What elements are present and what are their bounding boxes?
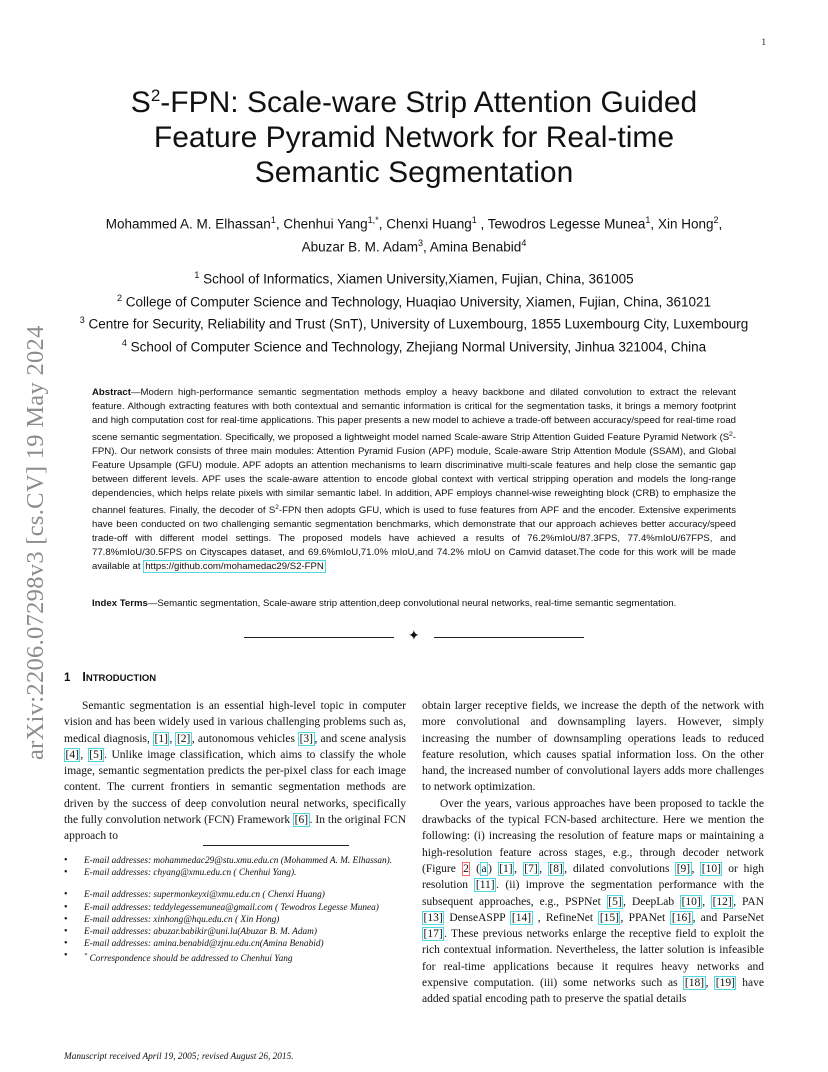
paragraph-text: , xyxy=(169,732,176,745)
paragraph-text: have added spatial encoding path to preserve the spatial details xyxy=(422,977,764,1006)
affiliation-text: School of Computer Science and Technology, Zhejiang Normal University, Jinhua 321004, China xyxy=(126,339,707,354)
body-column-right xyxy=(422,698,764,1008)
paragraph-text: . Unlike image classification, which aims to classify the whole image, semantic segmentation predicts the per-pixel class for each image content. The current frontiers in semantic segmentation methods are driven by the success of deep convolution neural networks, specifically the fully convolution network (FCN) Framework xyxy=(64,748,407,827)
subfigure-reference-link[interactable]: a xyxy=(481,862,487,875)
author-name: Xin Hong xyxy=(657,216,714,232)
affiliation-text: College of Computer Science and Technology, Huaqiao University, Xiamen, Fujian, China, 361021 xyxy=(121,294,712,309)
paragraph-text: ( xyxy=(470,862,480,875)
author-name: Chenxi Huang xyxy=(386,216,472,232)
paragraph-text: , xyxy=(80,748,88,761)
paragraph-text: or high resolution xyxy=(422,862,765,892)
citation-link[interactable]: [5] xyxy=(608,895,622,908)
footnote-item: • E-mail addresses: teddylegessemunea@gmail.com ( Tewodros Legesse Munea) xyxy=(64,902,406,914)
affiliation-number: 2 xyxy=(116,292,122,303)
abstract-text: -FPN). Our network consists of three main modules: Attention Pyramid Fusion (APF) module, Scale-aware Strip Attention Module (SSAM), and Global Feature Upsample (GFU) module. APF adopts an attention mechanisms to learn discriminative multi-scale features and help close the semantic gap between different levels. APF uses the scale-aware attention to encode global context with vertical stripping operation and models the long-range dependencies, which helps relate pixels with similar semantic label. In addition, APF employs channel-wise reweighting block (CRB) to emphasize the channel features. Finally, the decoder of S xyxy=(92,432,736,517)
paragraph-text: , RefineNet xyxy=(532,911,599,924)
paragraph-text: ) xyxy=(488,862,498,875)
citation-link[interactable]: [7] xyxy=(524,862,538,875)
author-separator: , xyxy=(650,216,658,232)
paragraph-text: , autonomous vehicles xyxy=(191,732,299,745)
paragraph-text: , xyxy=(539,862,548,875)
index-terms-dash: — xyxy=(147,598,158,609)
affiliation-item xyxy=(64,311,764,334)
author-affiliation-mark: 2 xyxy=(713,215,719,225)
index-terms-label: Index Terms xyxy=(92,598,148,609)
citation-link[interactable]: [14] xyxy=(511,911,532,924)
paragraph-text: , and scene analysis xyxy=(314,732,407,745)
abstract xyxy=(92,386,736,574)
section-heading-initial: I xyxy=(82,670,86,684)
title-superscript: 2 xyxy=(150,86,161,105)
paragraph-text: , xyxy=(691,862,701,875)
footnote-item: • E-mail addresses: abuzar.babikir@uni.lu(Abuzar B. M. Adam) xyxy=(64,926,406,938)
paragraph-text: Semantic segmentation is an essential high-level topic in computer vision and has been widely used in various challenging problems such as, medical diagnosis, xyxy=(64,700,406,745)
paragraph-text: . (ii) improve the segmentation performance with the subsequent approaches, e.g., PSPNet xyxy=(422,879,765,908)
author-name: Tewodros Legesse Munea xyxy=(487,216,646,232)
footnote-item: • E-mail addresses: chyang@xmu.edu.cn ( Chenhui Yang). xyxy=(64,867,406,879)
manuscript-note: Manuscript received April 19, 2005; revised August 26, 2015. xyxy=(64,1052,294,1062)
paragraph-text: , PPANet xyxy=(620,911,671,924)
citation-link[interactable]: [15] xyxy=(599,911,619,924)
affiliation-item xyxy=(64,289,764,312)
footnote-list xyxy=(64,855,406,966)
citation-link[interactable]: [19] xyxy=(715,977,735,990)
paragraph-text: , DeepLab xyxy=(623,895,681,908)
code-repository-link[interactable]: https://github.com/mohamedac29/S2-FPN xyxy=(145,561,324,573)
affiliation-number: 1 xyxy=(194,270,200,280)
separator-line xyxy=(244,637,394,638)
paper-title xyxy=(64,78,764,190)
figure-reference-link[interactable]: 2 xyxy=(463,862,469,875)
affiliation-text: School of Informatics, Xiamen University,Xiamen, Fujian, China, 361005 xyxy=(199,271,634,287)
paragraph: obtain larger receptive fields, we increase the depth of the network with more convolutional and downsampling layers. However, simply increasing the number of downsampling operations leads to reduced feature resolution, which causes spatial information loss. On the other hand, the increased number of convolutional layers adds more challenges to network optimization. xyxy=(422,700,764,794)
paragraph-text: . These previous networks enlarge the receptive field to exploit the rich contextual information. Nevertheless, the latter solution is infeasible for real-time applications because it requires heavy networks and expensive computation. (iii) some networks such as xyxy=(422,928,764,990)
diamond-icon: ✦ xyxy=(408,628,420,644)
citation-link[interactable]: [6] xyxy=(294,814,309,827)
abstract-text: Modern high-performance semantic segmentation methods employ a heavy backbone and dilated convolution to extract the relevant feature. Although extracting features with both contextual and semantic information is critical for the segmentation tasks, it brings a memory footprint and high computation cost for real-time applications. This paper presents a new model to achieve a trade-off between accuracy/speed for real-time road scene semantic segmentation. Specifically, we proposed a lightweight model named Scale-aware Strip Attention Guided Feature Pyramid Network (S xyxy=(92,387,736,444)
citation-link[interactable]: [1] xyxy=(499,862,513,875)
paragraph-text: , PAN xyxy=(733,895,764,908)
paragraph xyxy=(422,796,764,1008)
author-name: Mohammed A. M. Elhassan xyxy=(105,216,271,232)
author-name: Abuzar B. M. Adam xyxy=(301,239,418,254)
citation-link[interactable]: [5] xyxy=(89,748,103,761)
citation-link[interactable]: [16] xyxy=(671,911,692,924)
paragraph-text: Over the years, various approaches have been proposed to tackle the drawbacks of the typical FCN-based architecture. Here we mention the following: (i) increasing the resolution of feature maps or maintaining a high-resolution feature across stages, e.g., through decoder network (Figure xyxy=(422,797,764,875)
abstract-superscript: 2 xyxy=(275,504,279,512)
page-number: 1 xyxy=(761,37,766,47)
citation-link[interactable]: [18] xyxy=(684,977,705,990)
paragraph-text: , xyxy=(514,862,523,875)
index-terms-text: Semantic segmentation, Scale-aware strip attention,deep convolutional neural networks, real-time semantic segmentation. xyxy=(157,598,677,609)
citation-link[interactable]: [12] xyxy=(712,895,732,908)
abstract-superscript: 2 xyxy=(729,431,733,438)
paragraph-text: , dilated convolutions xyxy=(564,862,676,875)
paragraph-text: , xyxy=(702,895,712,908)
index-terms xyxy=(92,597,736,611)
title-line3: Semantic Segmentation xyxy=(254,156,574,189)
citation-link[interactable]: [10] xyxy=(701,862,721,875)
author-name: Amina Benabid xyxy=(429,239,522,254)
footnote-item: • E-mail addresses: supermonkeyxi@xmu.edu.cn ( Chenxi Huang) xyxy=(64,889,406,901)
author-affiliation-mark: 1,* xyxy=(367,215,379,225)
body-column-left xyxy=(64,698,406,845)
footnote-asterisk: * xyxy=(84,952,88,960)
citation-link[interactable]: [13] xyxy=(423,911,443,924)
paragraph-text: . In the original FCN approach to xyxy=(64,814,407,843)
citation-link[interactable]: [4] xyxy=(65,748,79,761)
footnote-item: • E-mail addresses: amina.benabid@zjnu.edu.cn(Amina Benabid) xyxy=(64,938,406,950)
affiliation-number: 3 xyxy=(79,315,85,325)
footnote-text: Correspondence should be addressed to Chenhui Yang xyxy=(87,954,293,965)
author-name: Chenhui Yang xyxy=(283,216,368,232)
citation-link[interactable]: [3] xyxy=(299,732,314,745)
arxiv-identifier-stamp[interactable]: arXiv:2206.07298v3 [cs.CV] 19 May 2024 xyxy=(22,325,49,760)
paragraph-text: , xyxy=(705,977,715,990)
footnote-rule xyxy=(203,845,349,846)
author-affiliation-mark: 1 xyxy=(270,215,276,225)
section-heading-rest: NTRODUCTION xyxy=(85,673,157,684)
section-number: 1 xyxy=(64,672,71,684)
author-affiliation-mark: 3 xyxy=(417,237,423,248)
affiliation-list xyxy=(64,266,764,356)
paragraph xyxy=(64,698,406,845)
author-list xyxy=(64,211,764,256)
paragraph-text: DenseASPP xyxy=(444,911,511,924)
section-separator xyxy=(244,630,584,644)
title-line1: -FPN: Scale-ware Strip Attention Guided xyxy=(160,86,698,119)
author-separator: , xyxy=(422,239,430,254)
separator-line xyxy=(434,637,584,638)
author-affiliation-mark: 4 xyxy=(521,237,527,248)
citation-link[interactable]: [17] xyxy=(423,928,443,941)
affiliation-text: Centre for Security, Reliability and Trust (SnT), University of Luxembourg, 1855 Luxembourg City, Luxembourg xyxy=(84,316,749,332)
abstract-dash: — xyxy=(130,387,141,398)
abstract-label: Abstract xyxy=(92,387,131,398)
author-separator: , xyxy=(476,216,488,232)
author-separator: , xyxy=(275,216,284,232)
citation-link[interactable]: [2] xyxy=(176,732,191,745)
abstract-text: -FPN then adopts GFU, which is used to fuse features from APF and the encoder. Extensive experiments have been conducted on two challenging semantic segmentation benchmarks, which demonstrate that our approach achieves better accuracy/speed trade-off with different model settings. The proposed models have achieved a results of 76.2%mIoU/87.3FPS, 77.4%mIoU/67FPS, and 77.8%mIoU/30.5FPS on Cityscapes dataset, and 69.6%mIoU,71.0% mIoU,and 74.2% mIoU on Camvid dataset.The code for this work will be made available at xyxy=(92,505,737,573)
title-prefix: S xyxy=(130,86,151,119)
citation-link[interactable]: [11] xyxy=(475,879,495,892)
affiliation-item xyxy=(64,334,764,357)
affiliation-number: 4 xyxy=(121,337,127,348)
citation-link[interactable]: [8] xyxy=(549,862,563,875)
footnote-item: • E-mail addresses: mohammedac29@stu.xmu.edu.cn (Mohammed A. M. Elhassan). xyxy=(64,855,406,867)
citation-link[interactable]: [9] xyxy=(676,862,691,875)
paragraph-text: , and ParseNet xyxy=(692,911,764,924)
author-affiliation-mark: 1 xyxy=(645,215,651,225)
title-line2: Feature Pyramid Network for Real-time xyxy=(153,121,675,154)
author-separator: , xyxy=(378,216,387,232)
affiliation-item xyxy=(64,266,764,289)
citation-link[interactable]: [10] xyxy=(681,895,701,908)
footnote-item xyxy=(64,950,406,965)
footnote-item: • E-mail addresses: xinhong@hqu.edu.cn ( Xin Hong) xyxy=(64,914,406,926)
section-heading-introduction xyxy=(64,670,156,684)
author-affiliation-mark: 1 xyxy=(471,215,477,225)
citation-link[interactable]: [1] xyxy=(154,732,168,745)
author-separator: , xyxy=(718,216,723,232)
